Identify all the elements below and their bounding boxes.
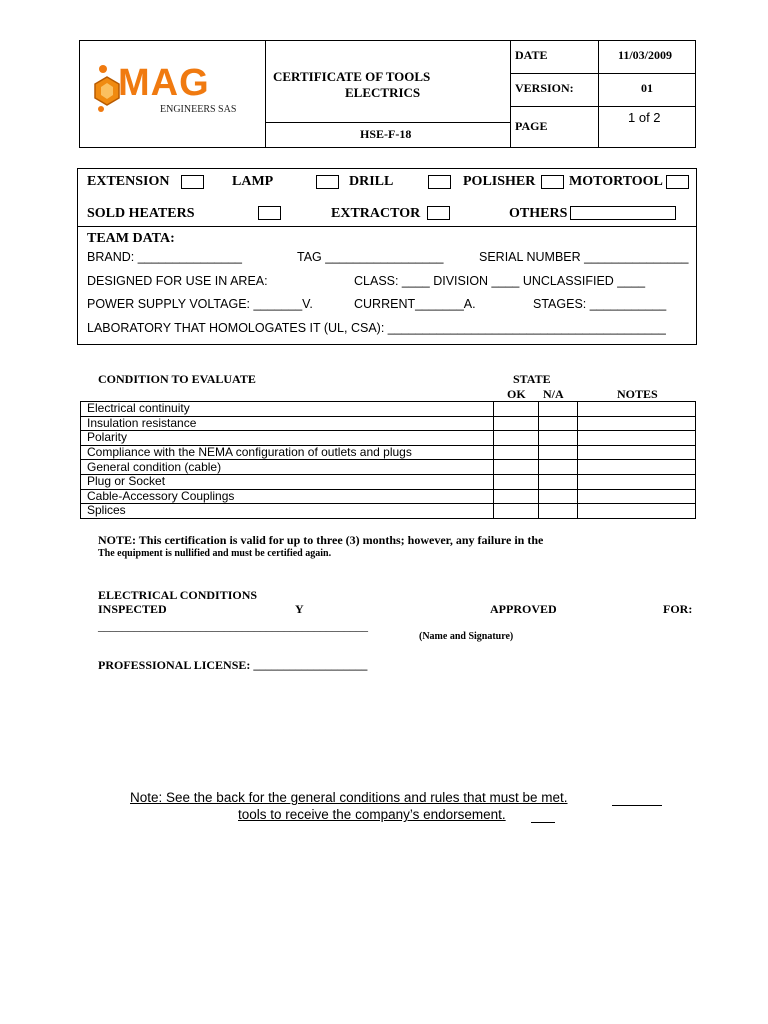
others-field[interactable]	[570, 206, 676, 220]
document-code: HSE-F-18	[360, 127, 412, 141]
footer-note-line2: tools to receive the company’s endorsement.	[238, 807, 506, 822]
extractor-checkbox[interactable]	[427, 206, 450, 220]
condition-label: Compliance with the NEMA configuration of outlets and plugs	[81, 445, 494, 460]
na-cell[interactable]	[539, 460, 578, 475]
na-cell[interactable]	[539, 416, 578, 431]
table-row	[81, 460, 696, 475]
condition-heading: CONDITION TO EVALUATE	[98, 372, 256, 386]
condition-label: Splices	[81, 504, 494, 519]
version-label: VERSION:	[515, 81, 574, 95]
notes-cell[interactable]	[578, 489, 696, 504]
signature-line[interactable]: _____________________________________________	[98, 619, 368, 633]
inspected-label: INSPECTED	[98, 602, 167, 616]
na-cell[interactable]	[539, 504, 578, 519]
laboratory-field[interactable]: LABORATORY THAT HOMOLOGATES IT (UL, CSA): ________________________________________	[87, 321, 666, 335]
ok-cell[interactable]	[494, 474, 539, 489]
validity-note-line2: The equipment is nullified and must be certified again.	[98, 548, 332, 559]
na-cell[interactable]	[539, 445, 578, 460]
extractor-label: EXTRACTOR	[331, 206, 421, 221]
current-field[interactable]: CURRENT_______A.	[354, 297, 476, 311]
footer-note-line1: Note: See the back for the general conditions and rules that must be met.	[130, 790, 568, 805]
brand-field[interactable]: BRAND: _______________	[87, 250, 242, 264]
notes-cell[interactable]	[578, 416, 696, 431]
drill-label: DRILL	[349, 174, 394, 189]
condition-label: General condition (cable)	[81, 460, 494, 475]
logo-text: MAG	[118, 62, 210, 104]
serial-number-field[interactable]: SERIAL NUMBER _______________	[479, 250, 689, 264]
table-row	[81, 402, 696, 417]
sold-heaters-label: SOLD HEATERS	[87, 206, 195, 221]
sold-heaters-checkbox[interactable]	[258, 206, 281, 220]
ok-cell[interactable]	[494, 504, 539, 519]
y-label: Y	[295, 602, 304, 616]
table-row	[81, 431, 696, 446]
date-label: DATE	[515, 48, 548, 62]
extension-checkbox[interactable]	[181, 175, 204, 189]
na-cell[interactable]	[539, 402, 578, 417]
table-row	[81, 489, 696, 504]
condition-label: Polarity	[81, 431, 494, 446]
na-heading: N/A	[543, 387, 564, 401]
notes-cell[interactable]	[578, 474, 696, 489]
document-title-line2: ELECTRICS	[345, 85, 421, 100]
approved-label: APPROVED	[490, 602, 557, 616]
state-heading: STATE	[513, 372, 551, 386]
notes-cell[interactable]	[578, 445, 696, 460]
others-label: OTHERS	[509, 206, 568, 221]
stages-field[interactable]: STAGES: ___________	[533, 297, 667, 311]
polisher-checkbox[interactable]	[541, 175, 564, 189]
table-row	[81, 445, 696, 460]
condition-table	[80, 401, 696, 519]
notes-cell[interactable]	[578, 431, 696, 446]
table-row	[81, 416, 696, 431]
company-logo	[92, 63, 252, 123]
signature-caption: (Name and Signature)	[419, 631, 514, 642]
ok-cell[interactable]	[494, 445, 539, 460]
for-label: FOR:	[663, 602, 693, 616]
validity-note-line1: NOTE: This certification is valid for up to three (3) months; however, any failure in the	[98, 533, 544, 547]
ok-cell[interactable]	[494, 489, 539, 504]
na-cell[interactable]	[539, 489, 578, 504]
table-row	[81, 504, 696, 519]
condition-label: Cable-Accessory Couplings	[81, 489, 494, 504]
class-division-field[interactable]: CLASS: ____ DIVISION ____ UNCLASSIFIED ____	[354, 274, 646, 288]
motortool-label: MOTORTOOL	[569, 174, 663, 189]
ok-cell[interactable]	[494, 402, 539, 417]
extension-label: EXTENSION	[87, 174, 170, 189]
logo-subtext: ENGINEERS SAS	[160, 104, 237, 115]
ok-cell[interactable]	[494, 460, 539, 475]
lamp-label: LAMP	[232, 174, 274, 189]
version-value: 01	[641, 81, 653, 95]
electrical-conditions-label: ELECTRICAL CONDITIONS	[98, 588, 258, 602]
notes-heading: NOTES	[617, 387, 658, 401]
page-label: PAGE	[515, 119, 548, 133]
drill-checkbox[interactable]	[428, 175, 451, 189]
notes-cell[interactable]	[578, 402, 696, 417]
na-cell[interactable]	[539, 431, 578, 446]
ok-cell[interactable]	[494, 416, 539, 431]
professional-license-field[interactable]: PROFESSIONAL LICENSE: ___________________	[98, 658, 368, 672]
condition-label: Insulation resistance	[81, 416, 494, 431]
condition-label: Plug or Socket	[81, 474, 494, 489]
motortool-checkbox[interactable]	[666, 175, 689, 189]
notes-cell[interactable]	[578, 460, 696, 475]
condition-label: Electrical continuity	[81, 402, 494, 417]
na-cell[interactable]	[539, 474, 578, 489]
document-title-line1: CERTIFICATE OF TOOLS	[273, 69, 431, 84]
footer-note-underline2	[531, 822, 555, 823]
table-row	[81, 474, 696, 489]
designed-area-label: DESIGNED FOR USE IN AREA:	[87, 274, 268, 288]
tag-field[interactable]: TAG _________________	[297, 250, 444, 264]
polisher-label: POLISHER	[463, 174, 536, 189]
lamp-checkbox[interactable]	[316, 175, 339, 189]
notes-cell[interactable]	[578, 504, 696, 519]
date-value: 11/03/2009	[618, 48, 673, 62]
header-block	[79, 40, 696, 148]
footer-note-underline1	[612, 805, 662, 806]
voltage-field[interactable]: POWER SUPPLY VOLTAGE: _______V.	[87, 297, 313, 311]
ok-heading: OK	[507, 387, 526, 401]
team-data-heading: TEAM DATA:	[87, 231, 175, 246]
ok-cell[interactable]	[494, 431, 539, 446]
page-value: 1 of 2	[628, 110, 661, 125]
tool-selection-block	[77, 168, 697, 345]
